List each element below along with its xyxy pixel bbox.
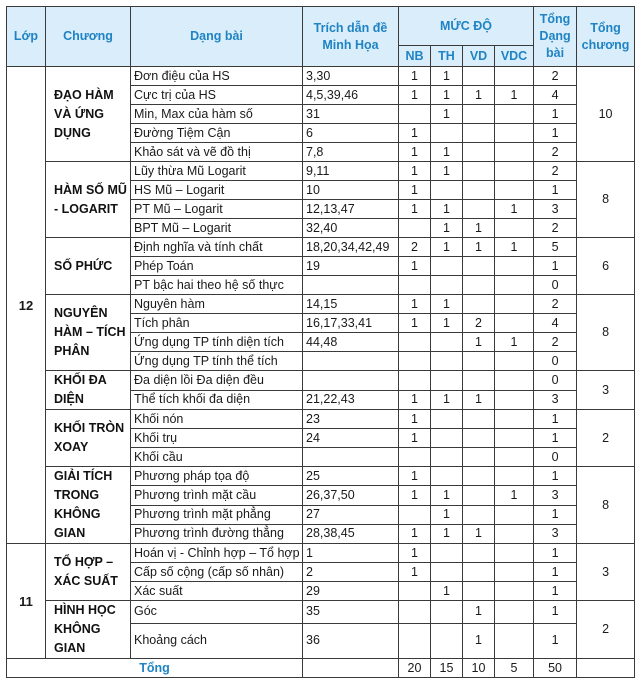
- level-nb: 1: [399, 544, 431, 563]
- header-dang-bai: Dạng bài: [131, 7, 303, 67]
- level-vd: [463, 143, 495, 162]
- header-trich-dan: Trích dẫn đề Minh Họa: [303, 7, 399, 67]
- header-lop: Lớp: [7, 7, 46, 67]
- table-row: [7, 371, 635, 391]
- level-th: [431, 410, 463, 429]
- lesson-type: Tích phân: [131, 314, 303, 333]
- lesson-total: 0: [534, 276, 577, 295]
- exam-reference: 9,11: [303, 162, 399, 181]
- level-vdc: [495, 544, 534, 563]
- level-th: [431, 333, 463, 352]
- level-nb: 1: [399, 390, 431, 410]
- level-nb: 1: [399, 295, 431, 314]
- lesson-type: Định nghĩa và tính chất: [131, 238, 303, 257]
- level-nb: 1: [399, 486, 431, 505]
- chapter-total: 3: [577, 371, 635, 410]
- level-vdc: [495, 390, 534, 410]
- level-nb: 1: [399, 429, 431, 448]
- lesson-type: Lũy thừa Mũ Logarit: [131, 162, 303, 181]
- level-th: 1: [431, 295, 463, 314]
- lesson-type: HS Mũ – Logarit: [131, 181, 303, 200]
- chapter-name: ĐẠO HÀM VÀ ỨNG DỤNG: [46, 67, 131, 162]
- chapter-name: TỔ HỢP – XÁC SUẤT: [46, 544, 131, 601]
- exam-reference: 31: [303, 105, 399, 124]
- level-nb: 1: [399, 162, 431, 181]
- level-th: 1: [431, 200, 463, 219]
- exam-reference: 44,48: [303, 333, 399, 352]
- lesson-type: Thể tích khối đa diện: [131, 390, 303, 410]
- lesson-total: 1: [534, 601, 577, 624]
- header-muc-do: MỨC ĐỘ: [399, 7, 534, 46]
- lesson-total: 3: [534, 200, 577, 219]
- table-row: [7, 467, 635, 486]
- level-vdc: [495, 276, 534, 295]
- level-vd: [463, 505, 495, 524]
- chapter-total: 10: [577, 67, 635, 162]
- exam-reference: 27: [303, 505, 399, 524]
- lesson-total: 1: [534, 124, 577, 143]
- lesson-type: Phương pháp tọa độ: [131, 467, 303, 486]
- level-vd: [463, 467, 495, 486]
- chapter-name: HÀM SỐ MŨ - LOGARIT: [46, 162, 131, 238]
- grade-12: 12: [7, 67, 46, 544]
- lesson-type: Phương trình đường thẳng: [131, 524, 303, 543]
- level-vdc: [495, 219, 534, 238]
- lesson-total: 2: [534, 162, 577, 181]
- totals-row: [7, 659, 635, 678]
- level-vd: [463, 295, 495, 314]
- level-vdc: [495, 563, 534, 582]
- level-nb: 1: [399, 257, 431, 276]
- lesson-type: Min, Max của hàm số: [131, 105, 303, 124]
- level-nb: 1: [399, 563, 431, 582]
- chapter-total: 6: [577, 238, 635, 295]
- level-th: 1: [431, 238, 463, 257]
- level-vdc: [495, 181, 534, 200]
- level-vd: [463, 352, 495, 371]
- level-nb: [399, 448, 431, 467]
- level-nb: 1: [399, 86, 431, 105]
- header-th: TH: [431, 46, 463, 67]
- level-vdc: 1: [495, 486, 534, 505]
- level-vd: [463, 582, 495, 601]
- level-th: [431, 371, 463, 391]
- table-row: [7, 295, 635, 314]
- level-vdc: [495, 67, 534, 86]
- lesson-type: Phép Toán: [131, 257, 303, 276]
- level-vd: [463, 429, 495, 448]
- lesson-type: Hoán vị - Chỉnh hợp – Tổ hợp: [131, 544, 303, 563]
- level-th: [431, 623, 463, 658]
- chapter-total: 8: [577, 467, 635, 544]
- level-nb: [399, 276, 431, 295]
- totals-chapter-empty: [577, 659, 635, 678]
- level-th: 1: [431, 524, 463, 543]
- table-row: [7, 238, 635, 257]
- level-nb: [399, 371, 431, 391]
- lesson-total: 1: [534, 429, 577, 448]
- lesson-total: 1: [534, 544, 577, 563]
- level-nb: [399, 105, 431, 124]
- level-nb: [399, 333, 431, 352]
- lesson-type: Đường Tiệm Cận: [131, 124, 303, 143]
- chapter-name: KHỐI TRÒN XOAY: [46, 410, 131, 467]
- lesson-type: Phương trình mặt cầu: [131, 486, 303, 505]
- level-vd: [463, 67, 495, 86]
- exam-reference: 3,30: [303, 67, 399, 86]
- level-th: [431, 352, 463, 371]
- header-chuong: Chương: [46, 7, 131, 67]
- level-nb: [399, 505, 431, 524]
- level-vd: [463, 257, 495, 276]
- level-vd: [463, 563, 495, 582]
- lesson-type: Ứng dụng TP tính thể tích: [131, 352, 303, 371]
- level-vd: [463, 124, 495, 143]
- table-body: [7, 67, 635, 678]
- level-vd: [463, 486, 495, 505]
- exam-reference: 21,22,43: [303, 390, 399, 410]
- level-vdc: [495, 410, 534, 429]
- chapter-total: 2: [577, 410, 635, 467]
- lesson-total: 1: [534, 467, 577, 486]
- total-th: 15: [431, 659, 463, 678]
- level-vd: [463, 200, 495, 219]
- lesson-type: Góc: [131, 601, 303, 624]
- chapter-total: 8: [577, 295, 635, 371]
- lesson-total: 2: [534, 333, 577, 352]
- level-th: [431, 257, 463, 276]
- header-vdc: VDC: [495, 46, 534, 67]
- totals-label: Tổng: [7, 659, 303, 678]
- level-nb: 1: [399, 410, 431, 429]
- header-vd: VD: [463, 46, 495, 67]
- level-vd: 1: [463, 623, 495, 658]
- level-vdc: 1: [495, 86, 534, 105]
- lesson-type: Cực trị của HS: [131, 86, 303, 105]
- exam-reference: 28,38,45: [303, 524, 399, 543]
- total-nb: 20: [399, 659, 431, 678]
- level-th: 1: [431, 314, 463, 333]
- lesson-total: 0: [534, 371, 577, 391]
- level-th: 1: [431, 582, 463, 601]
- level-vd: [463, 410, 495, 429]
- exam-reference: [303, 276, 399, 295]
- lesson-total: 4: [534, 314, 577, 333]
- lesson-total: 2: [534, 143, 577, 162]
- level-vd: 1: [463, 238, 495, 257]
- lesson-total: 1: [534, 410, 577, 429]
- level-vdc: [495, 429, 534, 448]
- exam-matrix-table: [6, 6, 635, 678]
- table-row: [7, 410, 635, 429]
- exam-reference: 7,8: [303, 143, 399, 162]
- table-row: [7, 162, 635, 181]
- level-vdc: [495, 601, 534, 624]
- table-row: [7, 67, 635, 86]
- level-th: 1: [431, 390, 463, 410]
- level-th: [431, 124, 463, 143]
- level-vdc: [495, 505, 534, 524]
- exam-reference: 25: [303, 467, 399, 486]
- level-nb: [399, 352, 431, 371]
- level-vdc: [495, 623, 534, 658]
- level-vd: 1: [463, 333, 495, 352]
- lesson-type: Xác suất: [131, 582, 303, 601]
- exam-reference: 14,15: [303, 295, 399, 314]
- level-vd: 1: [463, 390, 495, 410]
- lesson-type: Phương trình mặt phẳng: [131, 505, 303, 524]
- chapter-name: SỐ PHỨC: [46, 238, 131, 295]
- exam-reference: 19: [303, 257, 399, 276]
- table-row: [7, 601, 635, 624]
- level-vdc: [495, 371, 534, 391]
- level-nb: [399, 623, 431, 658]
- level-nb: 2: [399, 238, 431, 257]
- lesson-total: 2: [534, 295, 577, 314]
- level-vd: [463, 448, 495, 467]
- level-vdc: [495, 582, 534, 601]
- level-nb: 1: [399, 67, 431, 86]
- lesson-type: Khảo sát và vẽ đồ thị: [131, 143, 303, 162]
- lesson-type: PT Mũ – Logarit: [131, 200, 303, 219]
- level-vdc: 1: [495, 238, 534, 257]
- level-nb: 1: [399, 143, 431, 162]
- lesson-type: Cấp số cộng (cấp số nhân): [131, 563, 303, 582]
- total-tong: 50: [534, 659, 577, 678]
- lesson-type: Khối cầu: [131, 448, 303, 467]
- level-vdc: [495, 143, 534, 162]
- level-vd: 1: [463, 524, 495, 543]
- chapter-name: HÌNH HỌC KHÔNG GIAN: [46, 601, 131, 659]
- header-tong-dang-bai: Tổng Dạng bài: [534, 7, 577, 67]
- lesson-total: 3: [534, 390, 577, 410]
- level-vdc: [495, 314, 534, 333]
- exam-reference: [303, 371, 399, 391]
- level-vd: 1: [463, 86, 495, 105]
- total-vd: 10: [463, 659, 495, 678]
- level-th: 1: [431, 505, 463, 524]
- level-vd: [463, 371, 495, 391]
- level-nb: 1: [399, 524, 431, 543]
- level-vdc: [495, 124, 534, 143]
- level-th: [431, 181, 463, 200]
- level-vdc: [495, 467, 534, 486]
- exam-reference: [303, 352, 399, 371]
- lesson-type: BPT Mũ – Logarit: [131, 219, 303, 238]
- level-vd: [463, 105, 495, 124]
- exam-reference: [303, 448, 399, 467]
- exam-reference: 4,5,39,46: [303, 86, 399, 105]
- lesson-total: 3: [534, 524, 577, 543]
- lesson-type: Khối trụ: [131, 429, 303, 448]
- exam-reference: 35: [303, 601, 399, 624]
- lesson-type: Nguyên hàm: [131, 295, 303, 314]
- exam-reference: 32,40: [303, 219, 399, 238]
- exam-reference: 16,17,33,41: [303, 314, 399, 333]
- exam-reference: 36: [303, 623, 399, 658]
- level-nb: [399, 582, 431, 601]
- lesson-type: Đơn điệu của HS: [131, 67, 303, 86]
- level-th: 1: [431, 486, 463, 505]
- level-vdc: [495, 257, 534, 276]
- lesson-total: 1: [534, 105, 577, 124]
- level-nb: [399, 601, 431, 624]
- chapter-name: GIẢI TÍCH TRONG KHÔNG GIAN: [46, 467, 131, 544]
- exam-reference: 10: [303, 181, 399, 200]
- level-th: [431, 448, 463, 467]
- level-th: 1: [431, 219, 463, 238]
- level-vdc: [495, 105, 534, 124]
- chapter-total: 2: [577, 601, 635, 659]
- level-nb: 1: [399, 181, 431, 200]
- header-nb: NB: [399, 46, 431, 67]
- exam-reference: 29: [303, 582, 399, 601]
- level-vd: [463, 276, 495, 295]
- level-vdc: 1: [495, 333, 534, 352]
- level-vd: [463, 162, 495, 181]
- chapter-total: 8: [577, 162, 635, 238]
- lesson-total: 1: [534, 505, 577, 524]
- level-nb: 1: [399, 200, 431, 219]
- lesson-type: Đa diện lồi Đa diện đều: [131, 371, 303, 391]
- lesson-total: 5: [534, 238, 577, 257]
- exam-reference: 26,37,50: [303, 486, 399, 505]
- lesson-total: 4: [534, 86, 577, 105]
- lesson-total: 2: [534, 219, 577, 238]
- lesson-type: Ứng dụng TP tính diện tích: [131, 333, 303, 352]
- lesson-total: 1: [534, 623, 577, 658]
- level-th: [431, 276, 463, 295]
- exam-reference: 24: [303, 429, 399, 448]
- table-row: [7, 544, 635, 563]
- exam-reference: 1: [303, 544, 399, 563]
- lesson-total: 1: [534, 582, 577, 601]
- exam-reference: 23: [303, 410, 399, 429]
- level-th: 1: [431, 143, 463, 162]
- level-th: [431, 429, 463, 448]
- exam-reference: 6: [303, 124, 399, 143]
- level-vd: 1: [463, 601, 495, 624]
- level-vdc: [495, 162, 534, 181]
- exam-reference: 2: [303, 563, 399, 582]
- exam-reference: 12,13,47: [303, 200, 399, 219]
- totals-ref-empty: [303, 659, 399, 678]
- total-vdc: 5: [495, 659, 534, 678]
- grade-11: 11: [7, 544, 46, 659]
- lesson-total: 0: [534, 448, 577, 467]
- level-th: 1: [431, 86, 463, 105]
- chapter-name: KHỐI ĐA DIỆN: [46, 371, 131, 410]
- level-vdc: 1: [495, 200, 534, 219]
- lesson-total: 1: [534, 181, 577, 200]
- level-th: 1: [431, 105, 463, 124]
- lesson-type: Khối nón: [131, 410, 303, 429]
- level-vdc: [495, 448, 534, 467]
- header-tong-chuong: Tổng chương: [577, 7, 635, 67]
- lesson-total: 1: [534, 257, 577, 276]
- level-vd: [463, 544, 495, 563]
- level-th: [431, 601, 463, 624]
- exam-reference: 18,20,34,42,49: [303, 238, 399, 257]
- level-vdc: [495, 524, 534, 543]
- level-th: [431, 544, 463, 563]
- level-nb: 1: [399, 314, 431, 333]
- level-vdc: [495, 352, 534, 371]
- level-vd: 2: [463, 314, 495, 333]
- lesson-total: 0: [534, 352, 577, 371]
- level-nb: 1: [399, 124, 431, 143]
- level-th: 1: [431, 67, 463, 86]
- level-th: [431, 467, 463, 486]
- level-th: 1: [431, 162, 463, 181]
- lesson-total: 3: [534, 486, 577, 505]
- lesson-total: 2: [534, 67, 577, 86]
- lesson-type: PT bậc hai theo hệ số thực: [131, 276, 303, 295]
- level-vd: 1: [463, 219, 495, 238]
- level-vd: [463, 181, 495, 200]
- level-nb: 1: [399, 467, 431, 486]
- level-nb: [399, 219, 431, 238]
- lesson-total: 1: [534, 563, 577, 582]
- lesson-type: Khoảng cách: [131, 623, 303, 658]
- table-header: [7, 7, 635, 67]
- chapter-name: NGUYÊN HÀM – TÍCH PHÂN: [46, 295, 131, 371]
- level-th: [431, 563, 463, 582]
- level-vdc: [495, 295, 534, 314]
- chapter-total: 3: [577, 544, 635, 601]
